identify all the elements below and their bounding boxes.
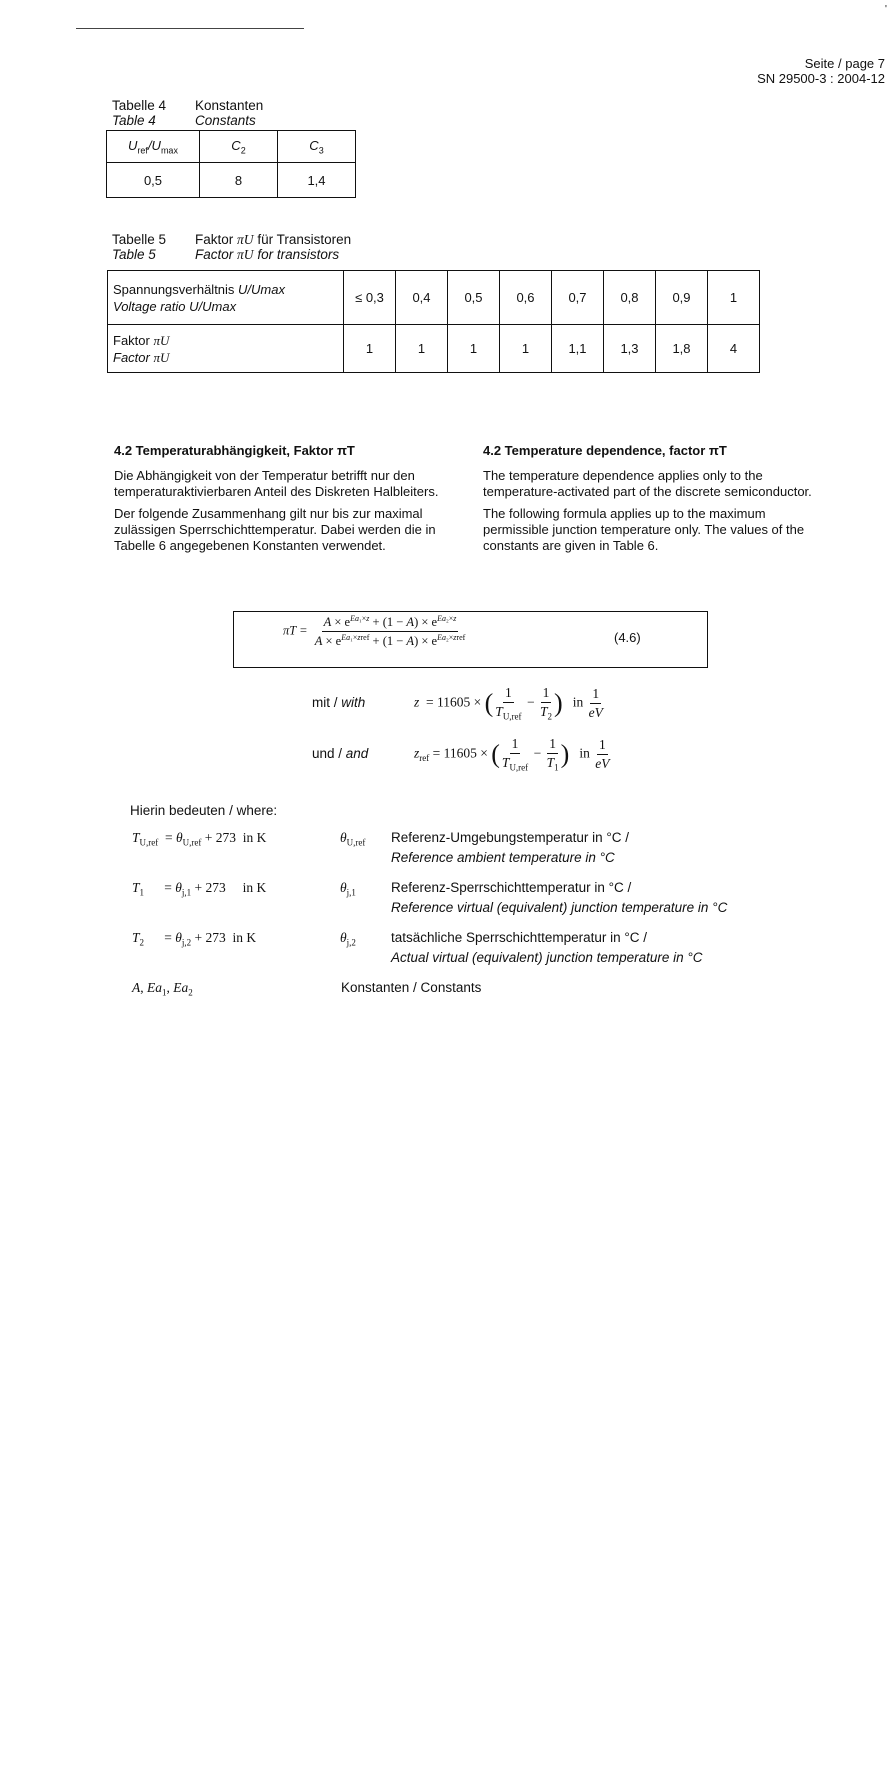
table4-header-c2: $C_2$ (200, 131, 278, 163)
table4-title-de: Konstanten (195, 98, 264, 113)
table4-label-en: Table 4 (112, 113, 156, 128)
table5-factor-cell: 1 (500, 325, 552, 373)
table5 (107, 270, 760, 373)
where-item-1: Referenz-Umgebungstemperatur in °C / Reference ambient temperature in °C (391, 830, 630, 865)
turef-definition: $T_{U,ref} = \theta_{U,ref} + 273$ in K (132, 830, 267, 848)
constants-label: Konstanten / Constants (341, 980, 482, 995)
table5-label-en: Table 5 (112, 247, 156, 262)
where-item-3: tatsächliche Sperrschichttemperatur in °C / Actual virtual (equivalent) junction temperature in °C (391, 930, 703, 965)
and-label: und / and (312, 746, 369, 761)
table4-header-uref-umax: $U_{ref}/U_{max}$ (107, 131, 200, 163)
table5-symbol-en: πU (237, 247, 254, 262)
table5-voltage-ratio-label: Spannungsverhältnis U/Umax Voltage ratio U/Umax (108, 271, 344, 325)
table5-factor-label: Faktor πU Factor πU (108, 325, 344, 373)
table4-title-en: Constants (195, 113, 256, 128)
theta-j2-symbol: $\theta_{j,2}$ (340, 930, 356, 948)
paragraph-en-2: The following formula applies up to the maximum permissible junction temperature only. The values of the constants are given in Table 6. (483, 506, 805, 553)
theta-uref-symbol: $\theta_{U,ref}$ (340, 830, 366, 848)
where-item-2: Referenz-Sperrschichttemperatur in °C / Reference virtual (equivalent) junction temperature in °C (391, 880, 728, 915)
section-en (483, 443, 829, 554)
paragraph-en-1: The temperature dependence applies only to the temperature-activated part of the discrete semiconductor. (483, 468, 812, 499)
theta-j1-symbol: $\theta_{j,1}$ (340, 880, 356, 898)
table4-cell: 0,5 (107, 163, 200, 198)
constants-symbols: A, $Ea_1$, $Ea_2$ (132, 980, 193, 998)
table5-ratio-cell: 0,6 (500, 271, 552, 325)
table5-caption (112, 232, 351, 262)
table5-factor-cell: 4 (708, 325, 760, 373)
table4-cell: 8 (200, 163, 278, 198)
page-number: Seite / page 7 (804, 56, 885, 71)
formula-pi-t: πT = $\frac{A \times e^{Ea_1\times z} + (1 - A) \times e^{Ea_2\times z}}{A \times e^{Ea_1\times zref} + (1 - A) \times e^{Ea_2\times zref}}$ (283, 614, 466, 649)
table5-title-de: Faktor (195, 232, 234, 247)
section-heading-de: 4.2 Temperaturabhängigkeit, Faktor πT (114, 443, 355, 458)
formula-number: (4.6) (614, 630, 641, 645)
paragraph-de-1: Die Abhängigkeit von der Temperatur betrifft nur den temperaturaktivierbaren Anteil des Diskreten Halbleiters. (114, 468, 439, 499)
table5-ratio-cell: ≤ 0,3 (344, 271, 396, 325)
table5-ratio-cell: 1 (708, 271, 760, 325)
table4-caption (112, 98, 263, 128)
corner-mark: ' (885, 4, 887, 15)
t1-definition: $T_1$ = $\theta_{j,1} + 273$ in K (132, 880, 267, 898)
table5-factor-cell: 1 (396, 325, 448, 373)
table5-factor-cell: 1,3 (604, 325, 656, 373)
table4-cell: 1,4 (278, 163, 356, 198)
table5-factor-cell: 1 (448, 325, 500, 373)
section-heading-en: 4.2 Temperature dependence, factor πT (483, 443, 727, 458)
table5-title-en: Factor (195, 247, 234, 262)
table5-ratio-cell: 0,5 (448, 271, 500, 325)
table5-ratio-cell: 0,7 (552, 271, 604, 325)
table5-factor-cell: 1,1 (552, 325, 604, 373)
table5-ratio-cell: 0,8 (604, 271, 656, 325)
z-definition: z = 11605 × ( $\frac{1}{T_{U,ref}}$ − $\frac{1}{T_2}$ ) in $\frac{1}{eV}$ (414, 685, 603, 722)
table5-label-de: Tabelle 5 (112, 232, 167, 247)
table5-factor-cell: 1 (344, 325, 396, 373)
table5-ratio-cell: 0,4 (396, 271, 448, 325)
table5-symbol: πU (237, 232, 254, 247)
where-intro: Hierin bedeuten / where: (130, 803, 278, 818)
paragraph-de-2: Der folgende Zusammenhang gilt nur bis zur maximal zulässigen Sperrschichttemperatur. Dabei werden die in Tabelle 6 angegebenen Konstanten verwendet. (114, 506, 436, 553)
table5-factor-cell: 1,8 (656, 325, 708, 373)
table4 (106, 130, 356, 198)
table5-title-de-rest: für Transistoren (257, 232, 352, 247)
table4-label-de: Tabelle 4 (112, 98, 167, 113)
t2-definition: $T_2$ = $\theta_{j,2} + 273$ in K (132, 930, 257, 948)
table4-header-c3: $C_3$ (278, 131, 356, 163)
formula-lhs: πT = (283, 623, 308, 638)
document-number: SN 29500-3 : 2004-12 (757, 71, 885, 86)
section-de (114, 443, 470, 554)
page-header (757, 56, 885, 86)
table5-ratio-cell: 0,9 (656, 271, 708, 325)
top-rule (76, 28, 304, 29)
table5-title-en-rest: for transistors (257, 247, 340, 262)
zref-definition: $z_{ref} = 11605$ × ( $\frac{1}{T_{U,ref}}$ − $\frac{1}{T_1}$ ) in $\frac{1}{eV}$ (414, 736, 610, 773)
with-label: mit / with (312, 695, 366, 710)
